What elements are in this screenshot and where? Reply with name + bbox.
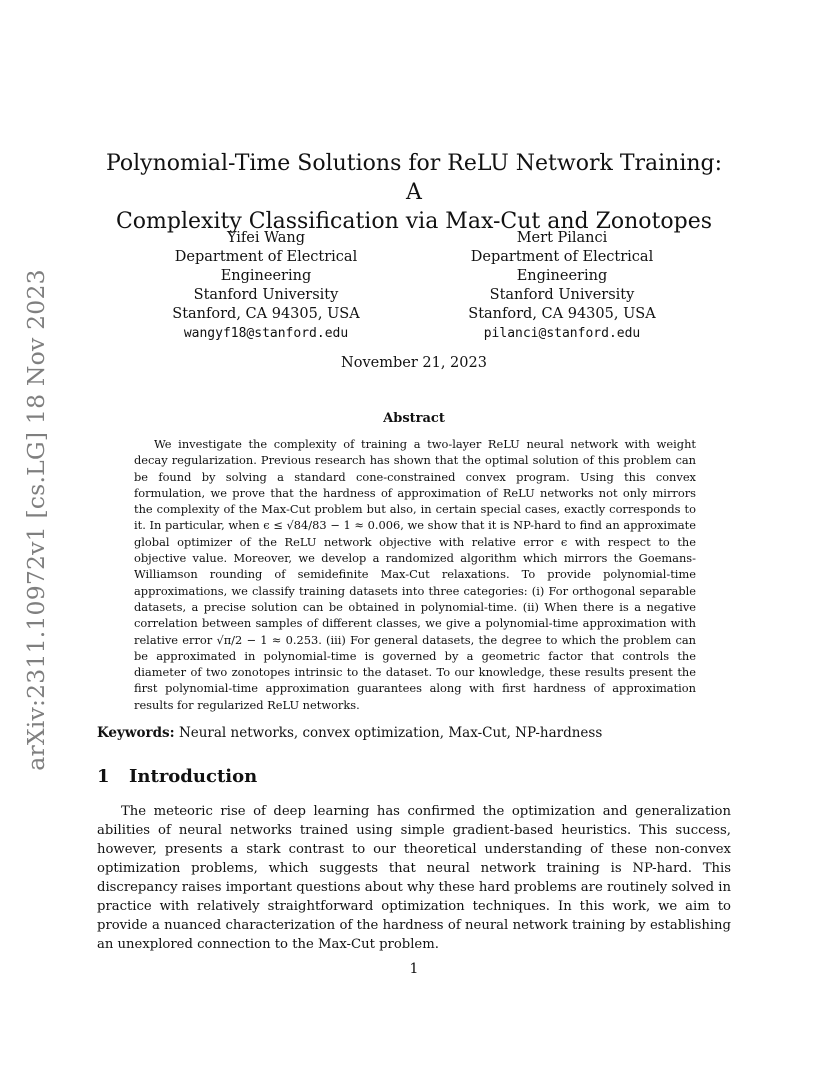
section-number: 1 — [97, 766, 110, 787]
page-number: 1 — [409, 961, 419, 977]
author-department: Department of Electrical Engineering — [470, 249, 654, 284]
title-line-1: Polynomial-Time Solutions for ReLU Network Training: A — [105, 151, 723, 205]
author-department: Department of Electrical Engineering — [174, 249, 358, 284]
keywords-list: Neural networks, convex optimization, Max-Cut, NP-hardness — [178, 725, 603, 741]
author-email: pilanci@stanford.edu — [483, 326, 641, 341]
paper-title — [100, 149, 728, 236]
abstract-text: We investigate the complexity of training a two-layer ReLU neural network with weight decay regularization. Previous research has shown that the optimal solution of this problem can be found by solving a standard cone-constrained convex program. Using this convex formulation, we prove that the hardness of approximation of ReLU networks not only mirrors the complexity of the Max-Cut problem but also, in certain special cases, exactly corresponds to it. In particular, when ϵ ≤ √84/83 − 1 ≈ 0.006, we show that it is NP-hard to find an approximate global optimizer of the ReLU network objective with relative error ϵ with respect to the objective value. Moreover, we develop a randomized algorithm which mirrors the Goemans-Williamson rounding of semidefinite Max-Cut relaxations. To provide polynomial-time approximations, we classify training datasets into three categories: (i) For orthogonal separable datasets, a precise solution can be obtained in polynomial-time. (ii) When there is a negative correlation between samples of different classes, we give a polynomial-time approximation with relative error √π/2 − 1 ≈ 0.253. (iii) For general datasets, the degree to which the problem can be approximated in polynomial-time is governed by a geometric factor that controls the diameter of two zonotopes intrinsic to the dataset. To our knowledge, these results present the first polynomial-time approximation guarantees along with first hardness of approximation results for regularized ReLU networks. — [134, 437, 696, 712]
keywords-line — [97, 725, 731, 741]
author-block-2 — [428, 229, 696, 343]
author-block-1 — [130, 229, 402, 343]
section-heading — [97, 766, 257, 787]
title-line-2: Complexity Classification via Max-Cut and Zonotopes — [115, 209, 713, 234]
author-address: Stanford, CA 94305, USA — [468, 306, 656, 322]
section-title: Introduction — [129, 766, 258, 787]
author-university: Stanford University — [193, 287, 339, 303]
abstract-heading: Abstract — [383, 411, 445, 426]
author-university: Stanford University — [489, 287, 635, 303]
paper-date: November 21, 2023 — [341, 355, 487, 371]
author-name: Yifei Wang — [226, 230, 306, 246]
author-email: wangyf18@stanford.edu — [183, 326, 349, 341]
author-name: Mert Pilanci — [516, 230, 608, 246]
keywords-label: Keywords: — [97, 725, 175, 741]
intro-paragraph: The meteoric rise of deep learning has confirmed the optimization and generalization abilities of neural networks trained using simple gradient-based heuristics. This success, however, presents a stark contrast to our theoretical understanding of these non-convex optimization problems, which suggests that neural network training is NP-hard. This discrepancy raises important questions about why these hard problems are routinely solved in practice with relatively straightforward optimization techniques. In this work, we aim to provide a nuanced characterization of the hardness of neural network training by establishing an unexplored connection to the Max-Cut problem. — [97, 804, 731, 952]
author-address: Stanford, CA 94305, USA — [172, 306, 360, 322]
arxiv-identifier: arXiv:2311.10972v1 [cs.LG] 18 Nov 2023 — [22, 269, 50, 771]
